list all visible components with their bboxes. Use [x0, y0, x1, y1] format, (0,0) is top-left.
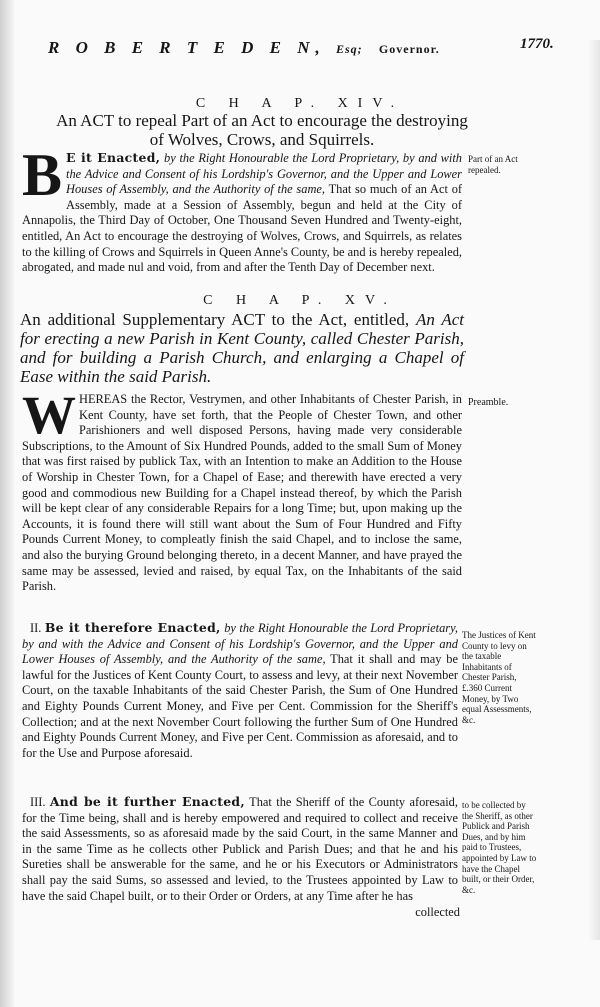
chap-15-title-italic: An Act for erecting a new Parish in Kent County, called Chester Parish, and for building a Parish Church, and enlarging a Chapel of Ease within the said Parish. — [20, 310, 465, 386]
chap-14-enacting-rest: by the Right Honourable the Lord Proprietary, by and with the Advice and Consent of his Lordship's Governor, and the Upper and Lower Houses of Assembly, and the Authority of the same, — [66, 151, 462, 197]
chap-14-title: An ACT to repeal Part of an Act to encourage the destroying of Wolves, Crows, and Squirrels. — [56, 111, 468, 149]
chap-14-heading: C H A P. XIV. — [195, 96, 405, 111]
running-head-title: Governor. — [378, 42, 440, 56]
chap-14-enacting-clause: E it Enacted, — [66, 150, 161, 165]
chap-15-preamble — [22, 385, 462, 595]
chap-15-section-2 — [22, 620, 458, 761]
section-2-clause: Be it therefore Enacted, — [44, 620, 221, 635]
chap-15-drop-cap: W — [22, 385, 76, 445]
chap-15-preamble-text: HEREAS the Rector, Vestrymen, and other Inhabitants of Chester Parish, in Kent County, have set forth, that the People of Chester Town, and other Parishioners and well disposed Persons, having made very considerable Subscriptions, to the Amount of Six Hundred Pounds, added to the small Sum of Money that was first raised by publick Tax, with an Intention to make an Addition to the House of Worship in Chester Town, for a Chapel of Ease; and therewith have erected a very good and commodious new Building for a Chapel instead thereof, by which the Parish will be kept clear of any considerable Repairs for a long Time; but, upon making up the Accounts, it is found there will still want about the Sum of Four Hundred and Fifty Pounds Current Money, to compleatly finish the said Chapel, and to inclose the same, and also the burying Ground belonging thereto, in a decent Manner, and have prayed the same may be assessed, levied and raised, by equal Tax, on the Inhabitants of the said Parish. — [22, 392, 462, 594]
chap-14-body — [22, 142, 463, 276]
page-year: 1770. — [520, 36, 554, 52]
running-head-esq: Esq; — [336, 42, 363, 56]
chap-15-section-3 — [22, 794, 458, 904]
section-3-text: That the Sheriff of the County aforesaid, for the Time being, shall and is hereby empowered and required to collect and receive the said Assessments, so as aforesaid made by the said Court, in the same Manner and in the same Time as he collects other Publick and Parish Dues; and that he and his Sureties shall be answerable for the same, and he or his Executors or Administrators shall pay the said Sums, so assessed and levied, to the Trustees appointed by Law to have the said Chapel built, or to their Order or Orders, at any Time after he has — [22, 795, 458, 903]
chap-15-preamble-note: Preamble. — [468, 397, 509, 408]
chap-14-margin-note: Part of an Act repealed. — [468, 154, 518, 175]
catchword: collected — [415, 905, 460, 919]
section-2-number: II. — [30, 621, 42, 635]
chap-14-drop-cap: B — [22, 142, 63, 208]
chap-15-title-lead: An additional Supplementary ACT to the Act, entitled, — [20, 310, 410, 329]
section-3-margin-note: to be collected by the Sheriff, as other Publick and Parish Dues, and by him paid to Trustees, appointed by Law to have the Chapel built, or their Order, &c. — [462, 800, 537, 895]
running-head-name: R O B E R T E D E N, — [48, 38, 326, 57]
chap-14-text: That so much of an Act of Assembly, made at a Session of Assembly, begun and held at the City of Annapolis, the Third Day of October, One Thousand Seven Hundred and Twenty-eight, entitled, An Act to encourage the destroying of Wolves, Crows, and Squirrels, as relates to the killing of Crows and Squirrels in Queen Anne's County, be and is hereby repealed, abrogated, and made nul and void, from and after the Tenth Day of December next. — [22, 182, 463, 275]
running-head — [48, 38, 518, 60]
chap-15-title — [20, 310, 464, 386]
section-2-margin-note: The Justices of Kent County to levy on the taxable Inhabitants of Chester Parish, £.360 Current Money, by Two equal Assessments, &c. — [462, 630, 536, 725]
section-3-number: III. — [30, 795, 46, 809]
section-3-clause: And be it further Enacted, — [49, 794, 245, 809]
section-2-text: That it shall and may be lawful for the Justices of Kent County Court, to assess and levy, at their next November Court, on the taxable Inhabitants of the said Chester Parish, the Sum of One Hundred and Eighty Pounds Current Money, and Five per Cent. Commission for the Sheriff's Collection; and at the next November Court following the further Sum of One Hundred and Eighty Pounds Current Money, and Five per Cent. Commission as aforesaid, and to for the Use and Purpose aforesaid. — [22, 652, 458, 760]
chap-15-heading: C H A P. XV. — [203, 293, 397, 308]
section-2-enacting-rest: by the Right Honourable the Lord Proprietary, by and with the Advice and Consent of his Lordship's Governor, and the Upper and Lower Houses of Assembly, and the Authority of the same, — [22, 621, 459, 667]
